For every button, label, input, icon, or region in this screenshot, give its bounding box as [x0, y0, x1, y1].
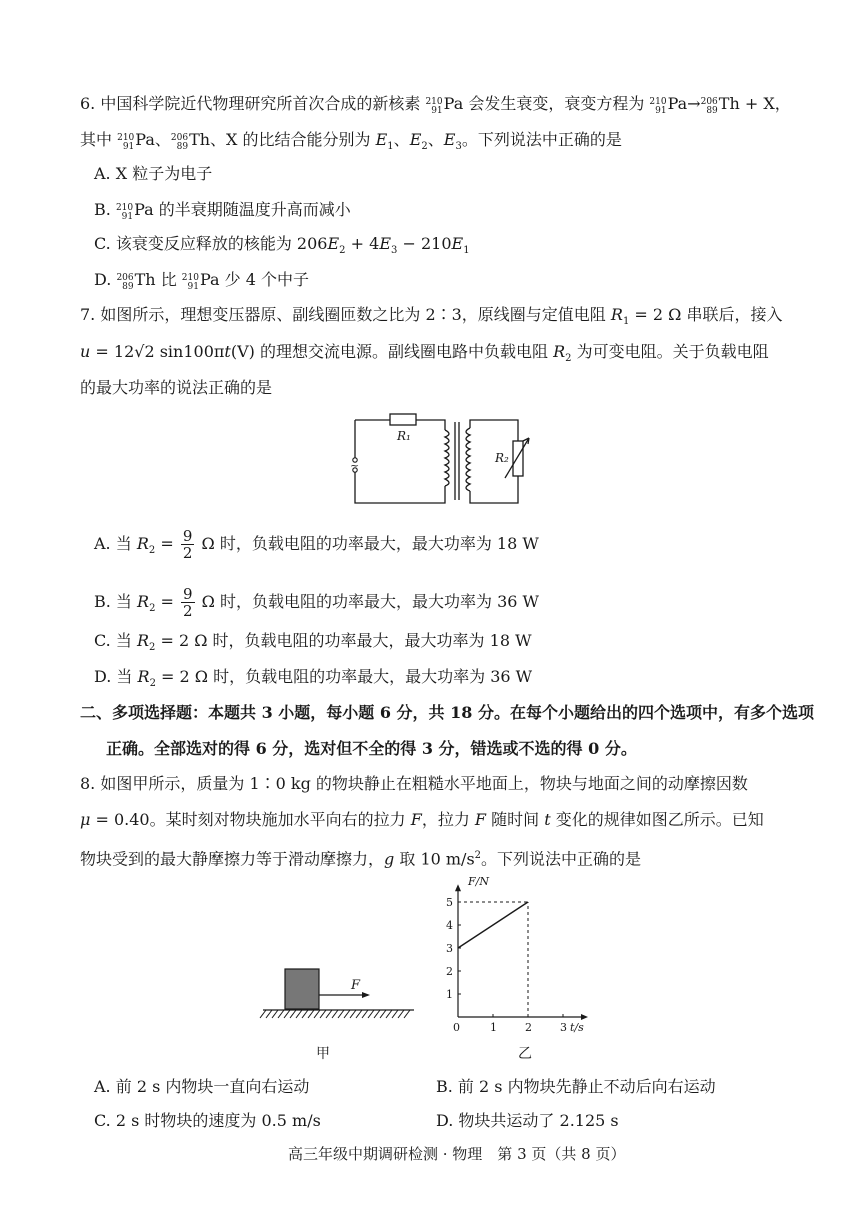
ground-hatch-line [380, 1010, 386, 1018]
q7-option-c: C. 当 $R_2 = 2$ Ω 时，负载电阻的功率最大，最大功率为 18 W [94, 631, 532, 654]
q7-option-d: D. 当 $R_2 = 2$ Ω 时，负载电阻的功率最大，最大功率为 36 W [94, 667, 533, 690]
ground-hatch-line [338, 1010, 344, 1018]
section2-heading-line2: 正确。全部选对的得 6 分，选对但不全的得 3 分，错选或不选的得 0 分。 [106, 739, 637, 758]
q6-stem-line2: 其中 210 91 Pa、 206 89 Th、X 的比结合能分别为 $E_1$、$E_2$、$E_3$。下列说法中正确的是 [80, 130, 622, 153]
ground-hatch-line [314, 1010, 320, 1018]
figure-yi-caption: 乙 [518, 1046, 532, 1062]
x-tick-label: 1 [490, 1021, 497, 1034]
y-tick-label: 4 [446, 919, 453, 932]
ground-hatch-line [374, 1010, 380, 1018]
y-tick-label: 5 [446, 896, 453, 909]
r1-label: R₁ [397, 429, 411, 443]
force-series-line [458, 902, 528, 948]
q8-stem-line2: μ = 0.40。某时刻对物块施加水平向右的拉力 F，拉力 F 随时间 t 变化的规律如图乙所示。已知 [80, 810, 764, 829]
ground-hatch-line [386, 1010, 392, 1018]
y-tick-label: 2 [446, 965, 453, 978]
q6-option-b: B. 210 91 Pa 的半衰期随温度升高而减小 [94, 200, 351, 222]
r2-label: R₂ [495, 451, 509, 465]
ground-hatch-line [266, 1010, 272, 1018]
ac-source-symbol: ~ [350, 459, 360, 472]
q7-stem-line1: 7. 如图所示，理想变压器原、副线圈匝数之比为 2∶3，原线圈与定值电阻 $R_1 = 2$ Ω 串联后，接入 [80, 305, 783, 328]
q8-option-b: B. 前 2 s 内物块先静止不动后向右运动 [436, 1077, 716, 1096]
q8-stem-line3: 物块受到的最大静摩擦力等于滑动摩擦力，g 取 10 $m/s^2$。下列说法中正确的是 [80, 849, 642, 869]
x-axis-label: t/s [570, 1021, 584, 1034]
q8-option-c: C. 2 s 时物块的速度为 0.5 m/s [94, 1111, 321, 1130]
ground-hatch-line [356, 1010, 362, 1018]
ground-hatch-line [290, 1010, 296, 1018]
page-footer: 高三年级中期调研检测 · 物理 第 3 页（共 8 页） [288, 1145, 626, 1163]
q6-option-d: D. 206 89 Th 比 210 91 Pa 少 4 个中子 [94, 270, 309, 292]
x-tick-label: 0 [453, 1021, 460, 1034]
ground-hatch-line [320, 1010, 326, 1018]
ground-hatch-line [326, 1010, 332, 1018]
ground-hatch-line [260, 1010, 266, 1018]
q8-option-a: A. 前 2 s 内物块一直向右运动 [94, 1077, 310, 1096]
q7-option-a: A. 当 $R_2$ = $\frac{9}{2}$ Ω 时，负载电阻的功率最大，最大功率为 18 W [94, 527, 539, 562]
y-tick-label: 1 [446, 988, 453, 1001]
block-on-ground-figure [258, 960, 418, 1026]
ground-hatch-line [332, 1010, 338, 1018]
ground-hatch-line [350, 1010, 356, 1018]
q7-option-b: B. 当 $R_2$ = $\frac{9}{2}$ Ω 时，负载电阻的功率最大，最大功率为 36 W [94, 585, 539, 620]
q6-option-c: C. 该衰变反应释放的核能为 $206E_2 + 4E_3 - 210E_1$ [94, 234, 470, 257]
ground-hatch-line [296, 1010, 302, 1018]
ground-hatch-line [398, 1010, 404, 1018]
y-axis-label: F/N [468, 876, 489, 889]
q7-stem-line2: u = 12√2 sin100πt(V) 的理想交流电源。副线圈电路中负载电阻 $R_2$ 为可变电阻。关于负载电阻 [80, 342, 769, 365]
transformer-circuit-figure [345, 408, 535, 512]
section2-heading-line1: 二、多项选择题：本题共 3 小题，每小题 6 分，共 18 分。在每个小题给出的四个选项中，有多个选项 [80, 703, 814, 722]
x-axis-arrow [581, 1014, 588, 1020]
ground-hatch-line [308, 1010, 314, 1018]
y-tick-label: 3 [446, 942, 453, 955]
ground-hatch-line [362, 1010, 368, 1018]
q8-option-d: D. 物块共运动了 2.125 s [436, 1111, 619, 1130]
ground-hatch-line [368, 1010, 374, 1018]
ground-hatch-line [302, 1010, 308, 1018]
q6-stem-line1: 6. 中国科学院近代物理研究所首次合成的新核素 210 91 Pa 会发生衰变，衰变方程为 210 91 Pa→ 206 89 Th + X， [80, 94, 791, 116]
force-label: F [351, 978, 361, 993]
ground-hatch-line [392, 1010, 398, 1018]
q8-stem-line1: 8. 如图甲所示，质量为 1∶0 kg 的物块静止在粗糙水平地面上，物块与地面之间的动摩擦因数 [80, 774, 748, 793]
x-tick-label: 2 [525, 1021, 532, 1034]
ground-hatch-line [284, 1010, 290, 1018]
ground-hatch-line [344, 1010, 350, 1018]
ground-hatch-line [404, 1010, 410, 1018]
ground-hatch-line [272, 1010, 278, 1018]
q7-stem-line3: 的最大功率的说法正确的是 [80, 378, 273, 397]
force-time-chart [440, 876, 630, 1036]
q6-option-a: A. X 粒子为电子 [94, 164, 213, 183]
x-tick-label: 3 [560, 1021, 567, 1034]
ground-hatch-line [278, 1010, 284, 1018]
figure-jia-caption: 甲 [316, 1046, 330, 1062]
y-axis-arrow [455, 884, 461, 891]
